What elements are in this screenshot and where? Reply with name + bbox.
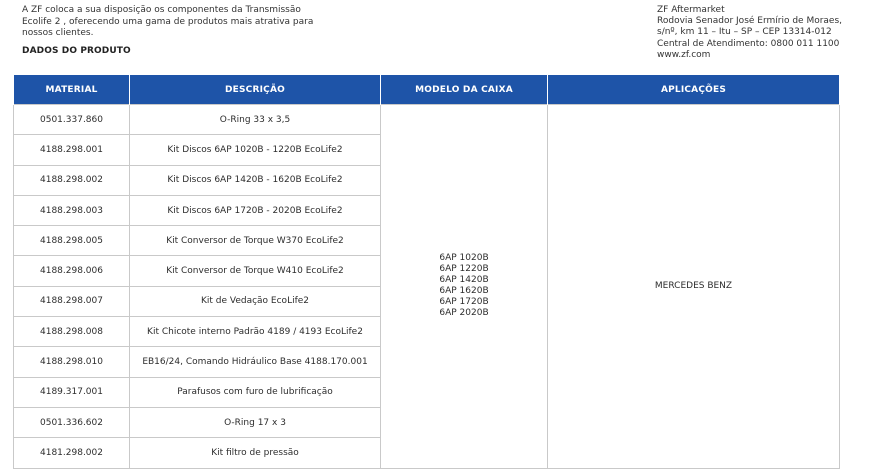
contact-block [657,5,887,61]
intro-line: A ZF coloca a sua disposição os componentes da Transmissão [22,5,301,15]
descricao-cell: Kit Discos 6AP 1020B - 1220B EcoLife2 [130,135,381,165]
intro-line: nossos clientes. [22,28,94,38]
descricao-cell: Kit Discos 6AP 1420B - 1620B EcoLife2 [130,165,381,195]
modelo-item: 6AP 1720B [439,297,489,308]
material-cell: 0501.337.860 [14,105,130,135]
intro-line: Ecolife 2 , oferecendo uma gama de produtos mais atrativa para [22,16,314,27]
material-cell: 4188.298.007 [14,286,130,316]
descricao-cell: O-Ring 17 x 3 [130,407,381,437]
modelo-item: 6AP 1620B [439,286,489,297]
contact-address: Rodovia Senador José Ermírio de Moraes, [657,16,843,27]
descricao-cell: EB16/24, Comando Hidráulico Base 4188.170.001 [130,347,381,377]
modelo-item: 6AP 1420B [439,275,489,286]
material-cell: 4188.298.005 [14,226,130,256]
contact-website[interactable]: www.zf.com [657,49,711,60]
material-cell: 4189.317.001 [14,377,130,407]
modelo-item: 6AP 1220B [439,264,489,275]
contact-company: ZF Aftermarket [657,5,725,15]
material-cell: 4188.298.002 [14,165,130,195]
product-table [13,75,840,469]
contact-phone: Central de Atendimento: 0800 011 1100 [657,38,840,49]
material-cell: 4188.298.010 [14,347,130,377]
material-cell: 4188.298.006 [14,256,130,286]
descricao-cell: Kit filtro de pressão [130,438,381,468]
material-cell: 4181.298.002 [14,438,130,468]
descricao-cell: O-Ring 33 x 3,5 [130,105,381,135]
descricao-cell: Kit Discos 6AP 1720B - 2020B EcoLife2 [130,195,381,225]
material-cell: 4188.298.008 [14,317,130,347]
header-modelo: MODELO DA CAIXA [381,75,548,105]
descricao-cell: Kit Conversor de Torque W370 EcoLife2 [130,226,381,256]
material-cell: 4188.298.001 [14,135,130,165]
modelo-item: 6AP 2020B [439,308,489,319]
aplicacao-cell: MERCEDES BENZ [548,105,840,469]
descricao-cell: Parafusos com furo de lubrificação [130,377,381,407]
header-material: MATERIAL [14,75,130,105]
material-cell: 0501.336.602 [14,407,130,437]
header-aplicacoes: APLICAÇÕES [548,75,840,105]
material-cell: 4188.298.003 [14,195,130,225]
section-title: DADOS DO PRODUTO [22,46,131,56]
intro-text [22,5,352,40]
descricao-cell: Kit Chicote interno Padrão 4189 / 4193 EcoLife2 [130,317,381,347]
table-header-row [14,75,840,105]
descricao-cell: Kit de Vedação EcoLife2 [130,286,381,316]
descricao-cell: Kit Conversor de Torque W410 EcoLife2 [130,256,381,286]
modelo-cell [381,105,548,469]
table-row [14,105,840,135]
modelo-item: 6AP 1020B [439,253,489,264]
contact-address: s/nº, km 11 – Itu – SP – CEP 13314-012 [657,27,832,38]
header-descricao: DESCRIÇÃO [130,75,381,105]
